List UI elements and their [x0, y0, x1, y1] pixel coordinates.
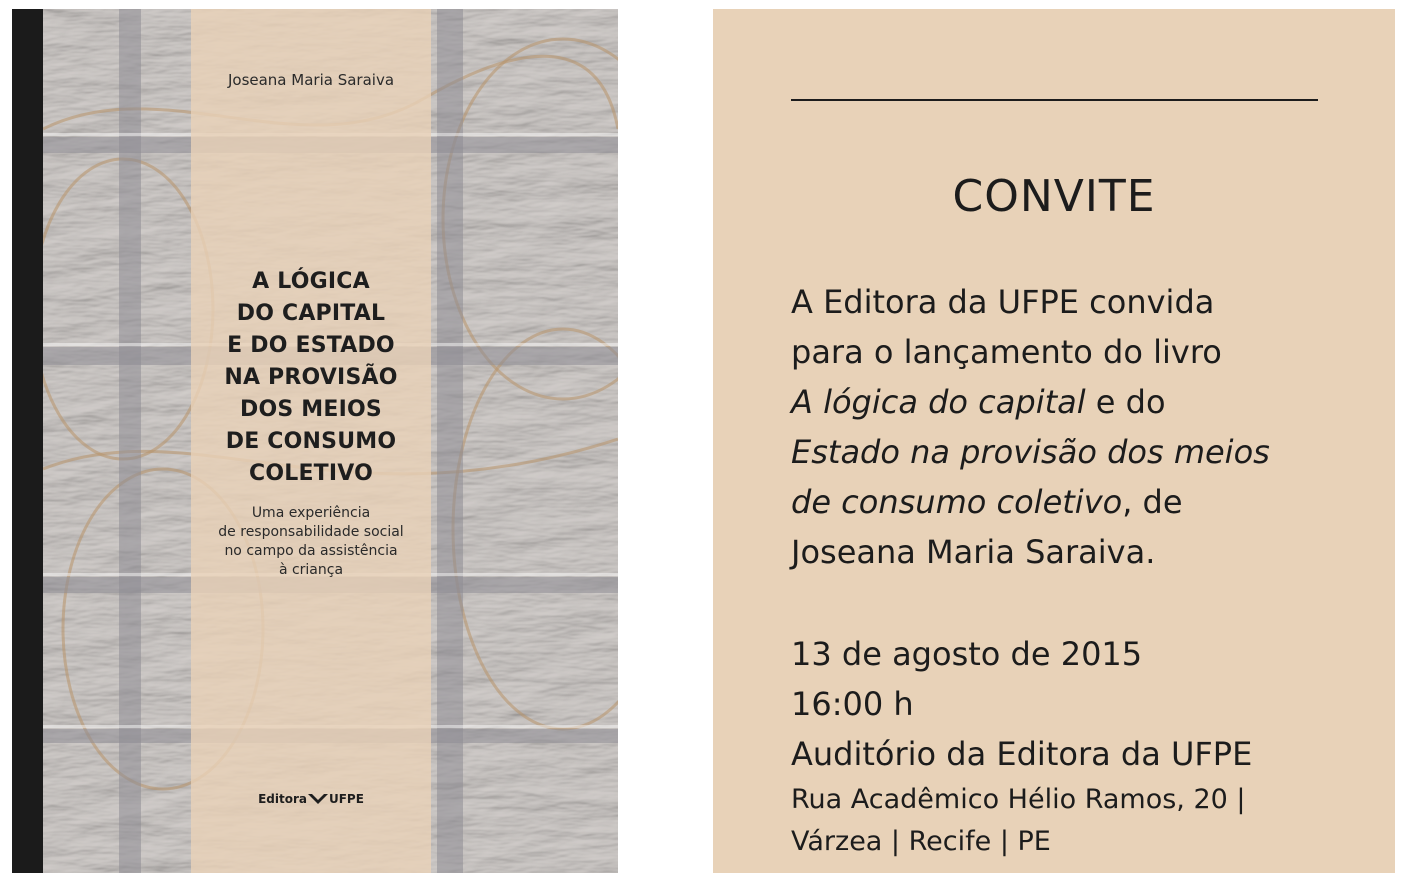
event-details [791, 629, 1381, 863]
cover-title-line: A LÓGICA [252, 269, 370, 294]
cover-title [191, 266, 431, 490]
publisher-logo-left: Editora [258, 792, 307, 806]
book-cover [12, 9, 618, 873]
invitation-card [713, 9, 1395, 873]
cover-title-line: DOS MEIOS [240, 397, 382, 422]
invitation-body [791, 277, 1371, 577]
cover-subtitle-line: no campo da assistência [224, 543, 398, 559]
cover-title-line: E DO ESTADO [227, 333, 395, 358]
cover-title-line: NA PROVISÃO [224, 365, 398, 390]
cover-subtitle-line: à criança [278, 562, 344, 578]
invitation-text: , de [1122, 483, 1183, 521]
invitation-heading: CONVITE [952, 171, 1156, 222]
book-title-italic: de consumo coletivo [791, 483, 1123, 521]
cover-subtitle [191, 504, 431, 580]
publisher-logo-right: UFPE [328, 792, 364, 806]
invitation-line [791, 427, 1371, 477]
invitation-line [791, 477, 1371, 527]
cover-title-line: DE CONSUMO [225, 429, 397, 454]
cover-title-line: DO CAPITAL [236, 301, 386, 326]
cover-subtitle-line: Uma experiência [251, 505, 371, 521]
cover-title-line: COLETIVO [248, 461, 374, 486]
invitation-line: A Editora da UFPE convida [791, 283, 1215, 321]
publisher-wing-icon [308, 792, 328, 806]
event-address-line: Rua Acadêmico Hélio Ramos, 20 | [791, 784, 1246, 815]
event-address-line: Várzea | Recife | PE [791, 826, 1051, 857]
book-spine [12, 9, 43, 873]
publisher-logo [191, 792, 431, 806]
event-time: 16:00 h [791, 685, 914, 723]
cover-author: Joseana Maria Saraiva [227, 71, 395, 89]
invitation-line: Joseana Maria Saraiva. [791, 533, 1156, 571]
cover-subtitle-line: de responsabilidade social [218, 524, 404, 540]
event-venue: Auditório da Editora da UFPE [791, 735, 1253, 773]
top-rule-divider [791, 99, 1318, 101]
invitation-line [791, 377, 1371, 427]
event-date: 13 de agosto de 2015 [791, 635, 1143, 673]
invitation-text: e do [1085, 383, 1166, 421]
book-title-italic: A lógica do capital [791, 383, 1086, 421]
invitation-line: para o lançamento do livro [791, 333, 1222, 371]
book-title-italic: Estado na provisão dos meios [791, 433, 1270, 471]
